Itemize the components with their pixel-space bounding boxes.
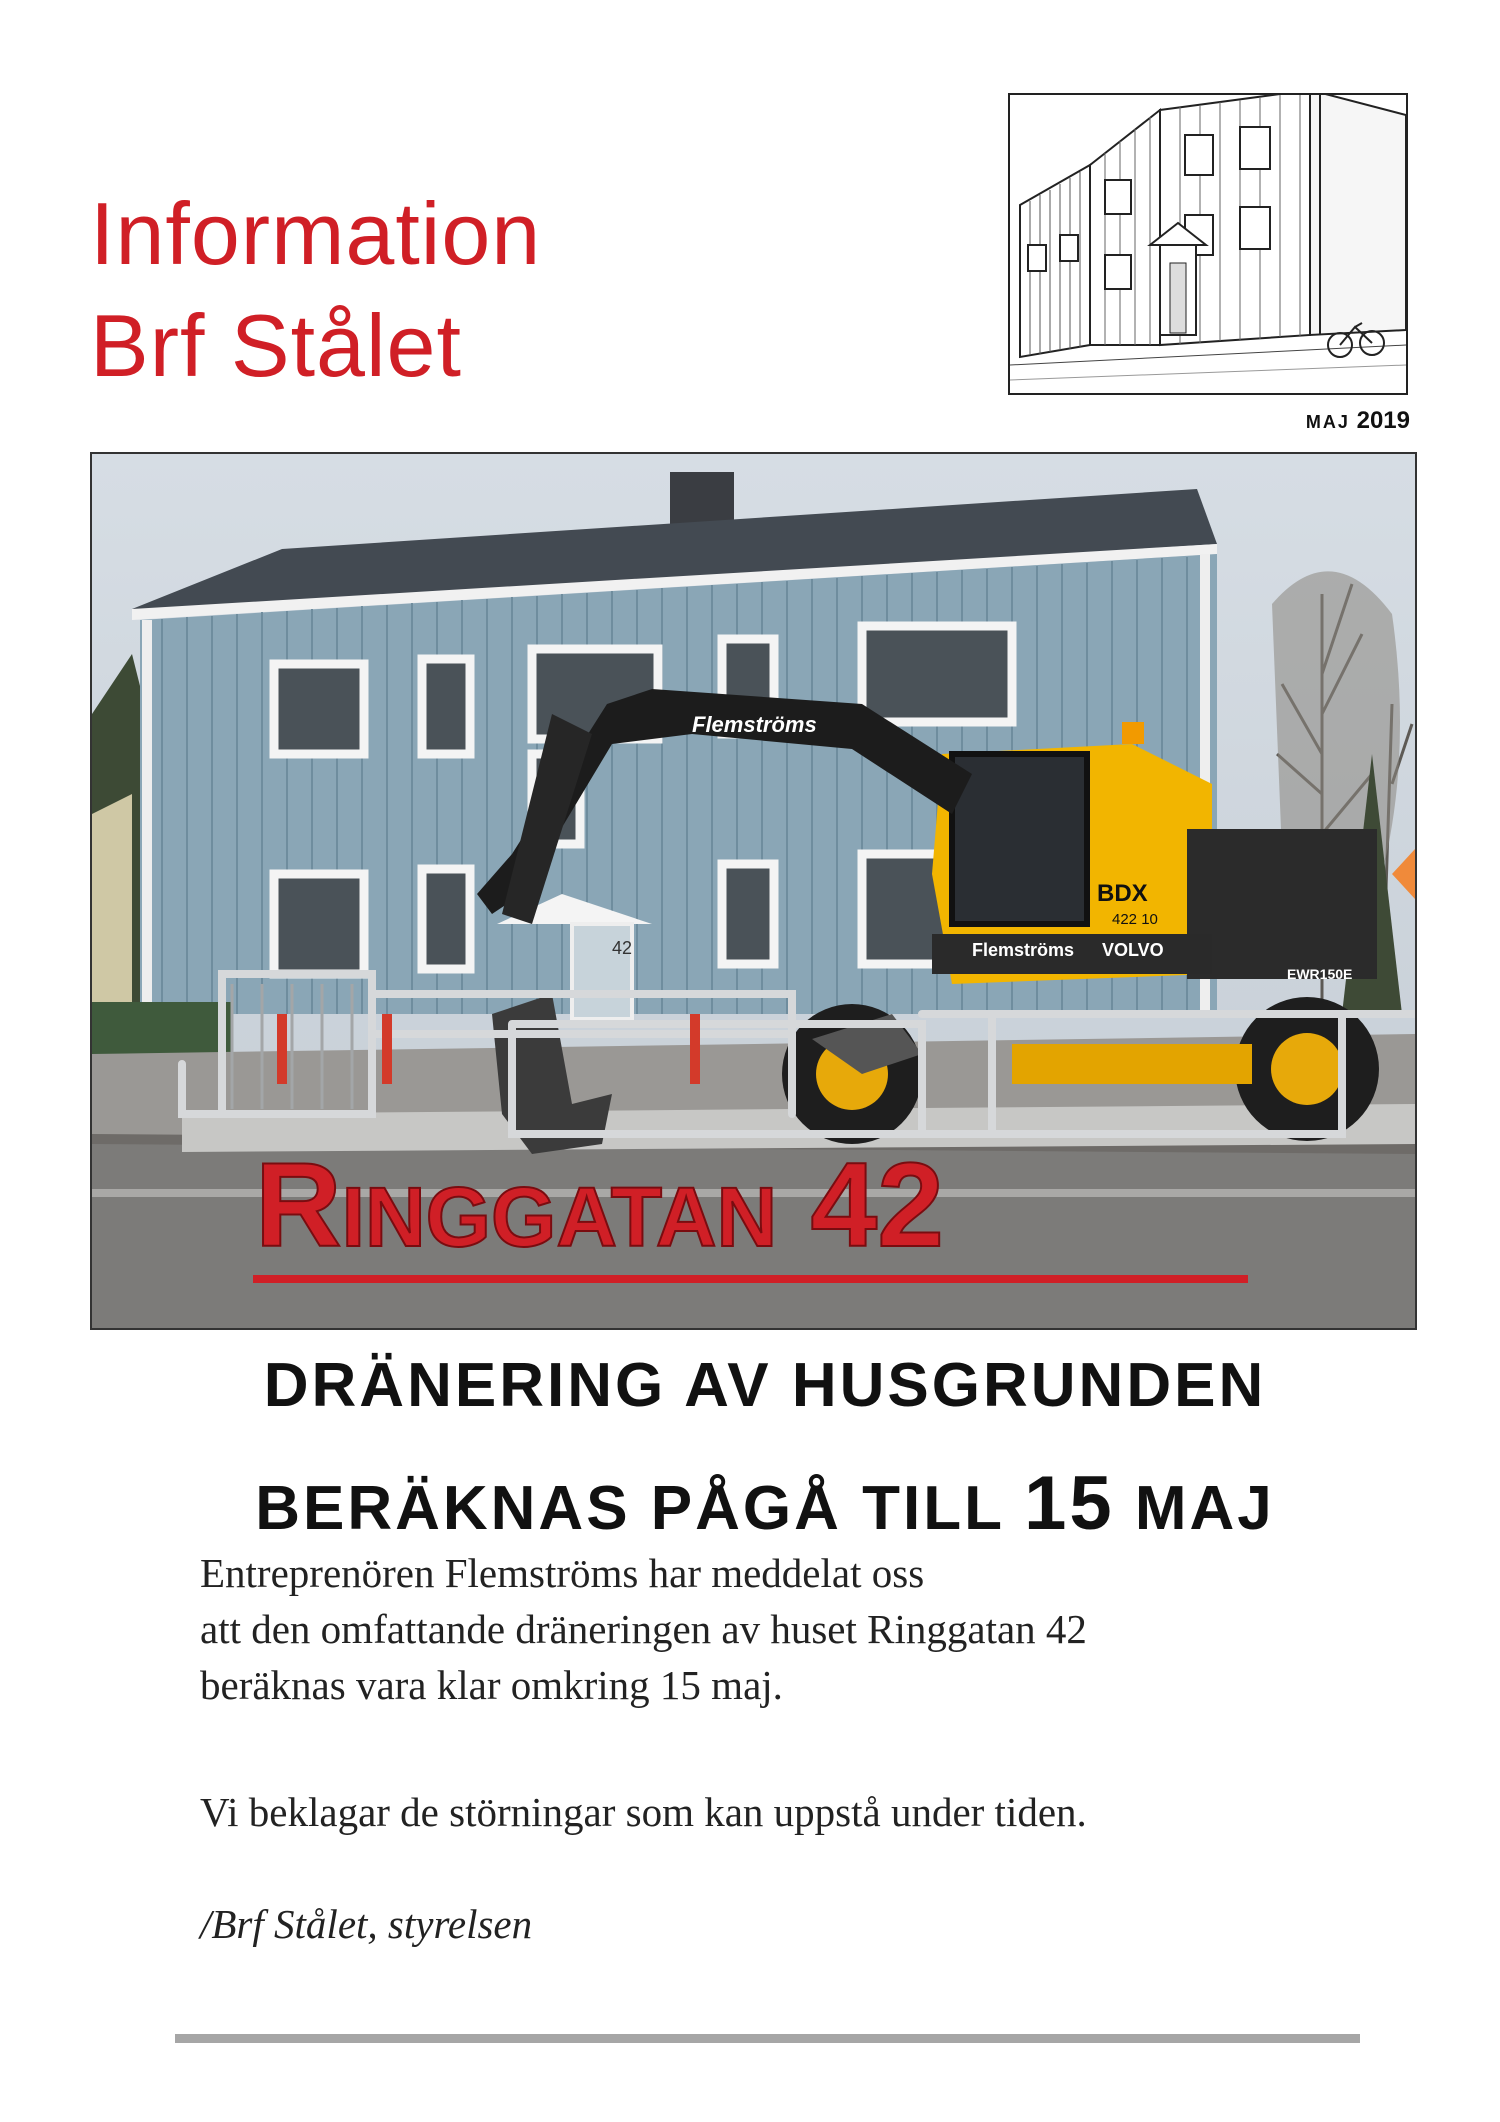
street-underline [253,1275,1248,1283]
body-line: Entreprenören Flemströms har meddelat oss [200,1550,925,1596]
headline-line-2 [140,1460,1390,1547]
body-paragraph-1 [200,1545,1420,1713]
headline-line-1-text: DRÄNERING AV HUSGRUNDEN [263,1351,1267,1420]
house-number: 42 [612,938,633,958]
machine-model: EWR150E [1287,966,1353,982]
headline-line-2-suffix: MAJ [1114,1474,1275,1543]
body-paragraph-2: Vi beklagar de störningar som kan uppstå under tiden. [200,1789,1087,1835]
machine-brand-side: Flemströms [972,940,1075,960]
street-label-text: Ringgatan 42 [255,1138,944,1272]
body-line: beräknas vara klar omkring 15 maj. [200,1662,783,1708]
machine-number: 422 10 [1112,911,1158,928]
footer-rule [175,2034,1360,2043]
issue-month: MAJ [1305,412,1350,432]
headline-line-2-day: 15 [1024,1461,1115,1546]
machine-brand-boom: Flemströms [692,712,817,737]
house-sketch-image [1008,93,1408,395]
machine-make: VOLVO [1102,940,1164,960]
machine-id: BDX [1097,880,1148,907]
issue-year: 2019 [1356,407,1410,434]
signature: /Brf Stålet, styrelsen [200,1901,533,1947]
issue-date [1100,407,1410,435]
title-line-1: Information [90,184,542,283]
title-line-2: Brf Stålet [90,296,462,395]
body-line: att den omfattande dräneringen av huset Ringgatan 42 [200,1606,1087,1652]
headline-line-2-prefix: BERÄKNAS PÅGÅ TILL [255,1474,1025,1543]
street-label [255,1140,1255,1270]
headline-line-1 [140,1350,1390,1421]
title-block [90,178,541,402]
